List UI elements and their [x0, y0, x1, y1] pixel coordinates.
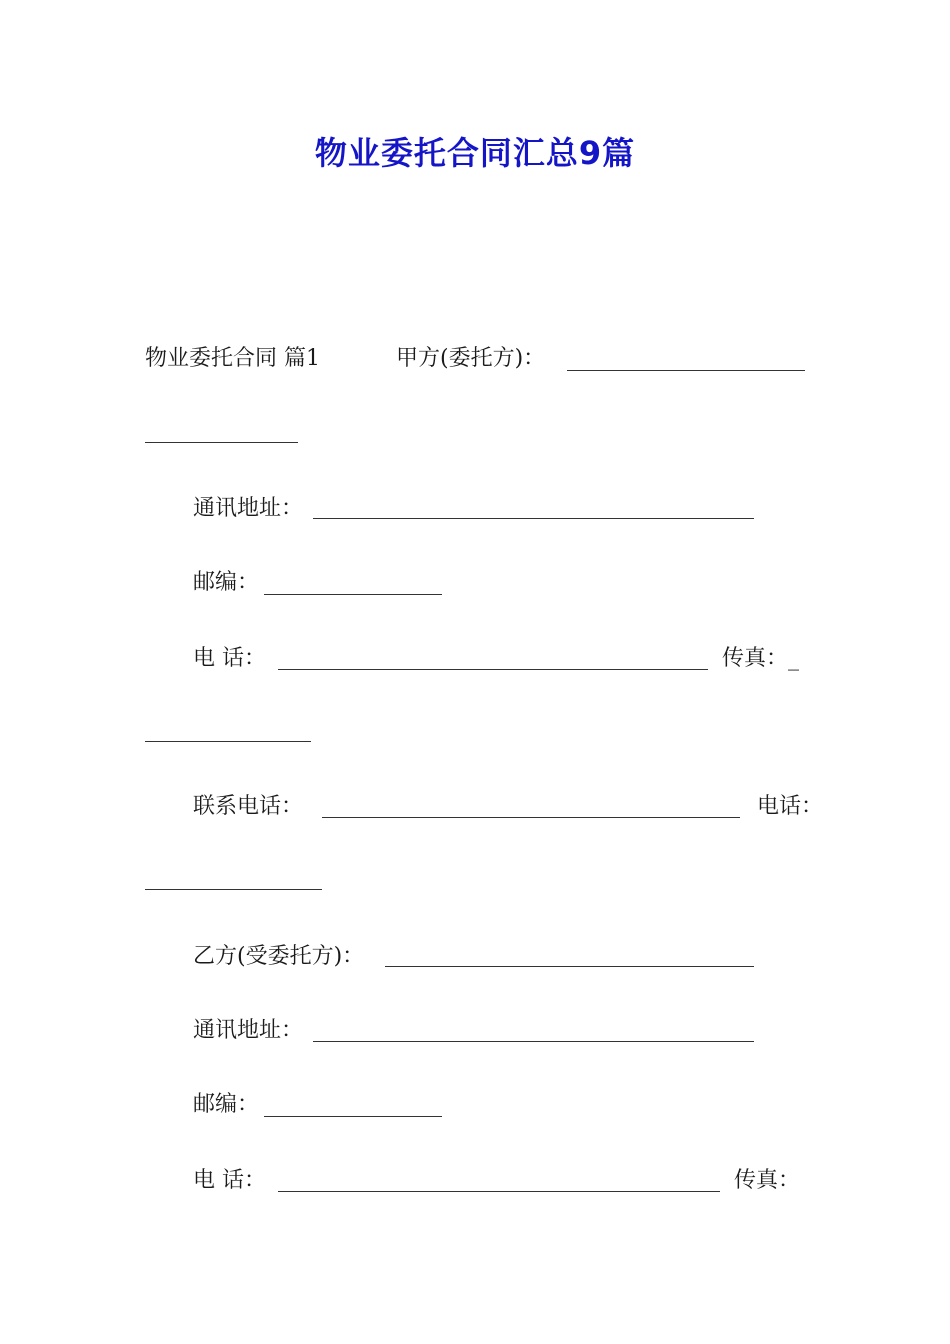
- party-a-contact-phone-label: 联系电话：: [193, 794, 304, 819]
- party-a-blank-continued: [145, 442, 298, 443]
- party-a-label: 甲方(委托方)：: [396, 346, 546, 371]
- document-title: 物业委托合同汇总9篇: [314, 134, 636, 172]
- party-a-contact-phone-blank: [322, 817, 740, 818]
- party-b-fax-label: 传真：: [734, 1168, 801, 1193]
- party-b-phone-label: 电 话：: [193, 1168, 266, 1193]
- party-a-fax-label: 传真：_: [722, 646, 800, 671]
- party-a-blank: [567, 370, 805, 371]
- party-a-phone2-label: 电话：: [757, 794, 824, 819]
- party-a-address-label: 通讯地址：: [193, 496, 304, 521]
- party-a-postcode-blank: [264, 594, 442, 595]
- party-b-blank: [385, 966, 754, 967]
- party-b-address-label: 通讯地址：: [193, 1018, 304, 1043]
- party-a-phone-blank: [278, 669, 708, 670]
- party-a-phone-label: 电 话：: [193, 646, 266, 671]
- party-b-phone-blank: [278, 1191, 720, 1192]
- party-a-address-blank: [313, 518, 754, 519]
- party-a-fax-blank: [145, 741, 311, 742]
- party-a-phone2-blank: [145, 889, 322, 890]
- section-heading: 物业委托合同 篇1: [145, 346, 320, 371]
- party-a-postcode-label: 邮编：: [193, 570, 260, 595]
- party-b-address-blank: [313, 1041, 754, 1042]
- party-b-label: 乙方(受委托方)：: [193, 944, 365, 969]
- party-b-postcode-blank: [264, 1116, 442, 1117]
- party-b-postcode-label: 邮编：: [193, 1092, 260, 1117]
